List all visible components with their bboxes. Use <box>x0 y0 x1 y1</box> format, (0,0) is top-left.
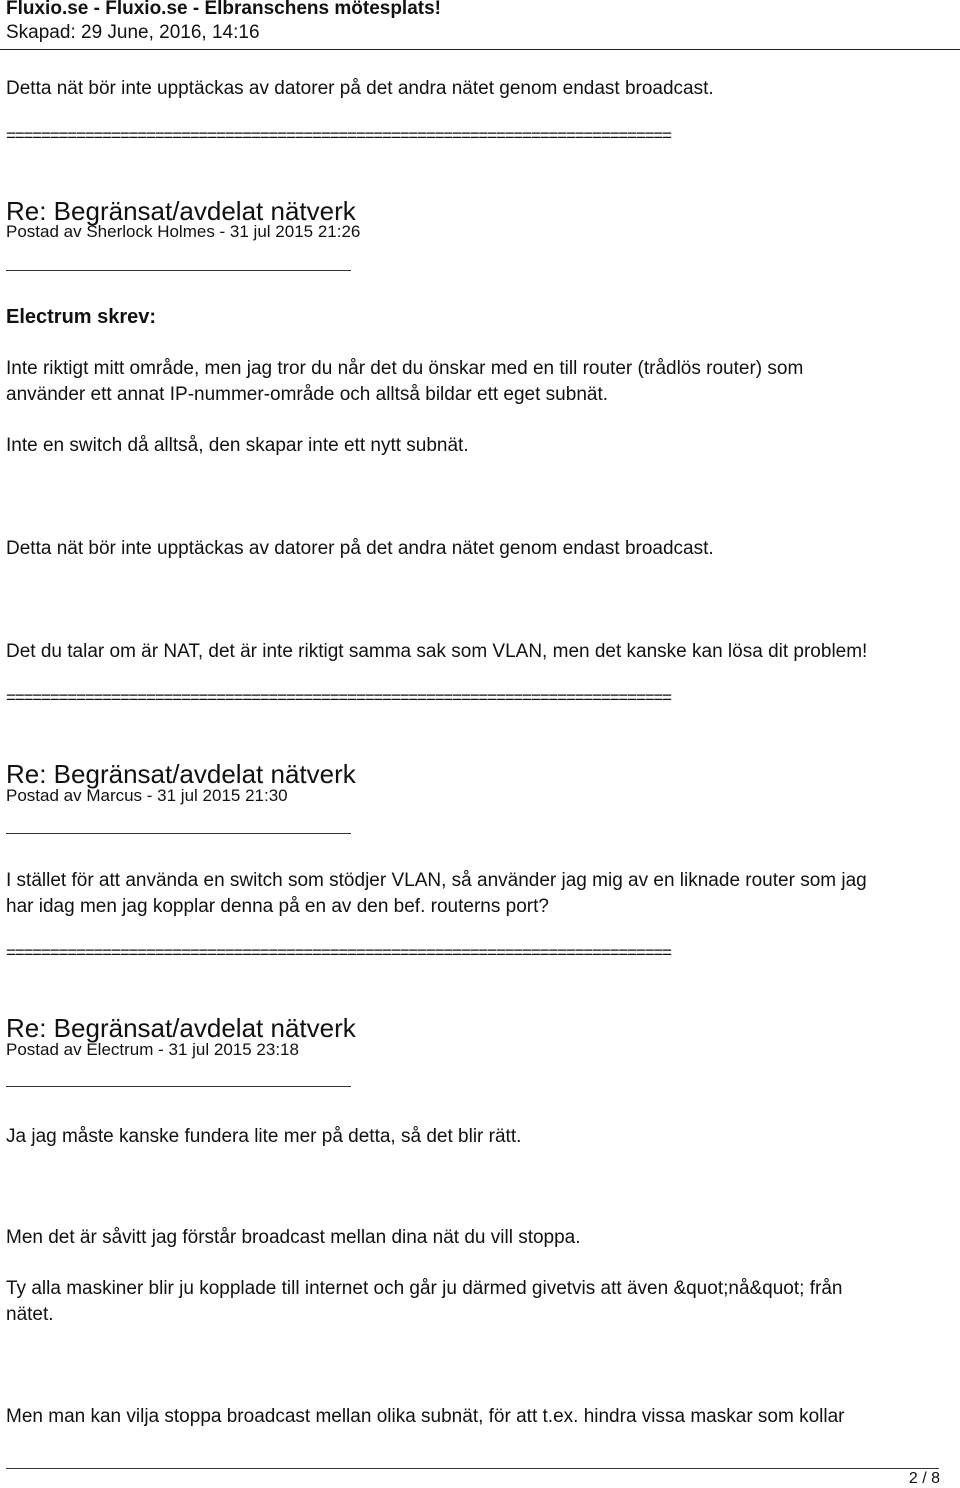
intro-text: Detta nät bör inte upptäckas av datorer på det andra nätet genom endast broadcast. <box>6 78 714 99</box>
post-body-line: I stället för att använda en switch som stödjer VLAN, så använder jag mig av en liknade router som jag <box>6 870 867 891</box>
post-separator: ============================================================================ <box>6 688 671 707</box>
post-separator: ============================================================================ <box>6 943 671 962</box>
header-divider <box>0 49 960 50</box>
post-title: Re: Begränsat/avdelat nätverk <box>6 196 356 226</box>
quote-author: Electrum skrev: <box>6 306 157 328</box>
quote-line: Inte riktigt mitt område, men jag tror du når det du önskar med en till router (trådlös router) som <box>6 358 804 379</box>
page-number: 2 / 8 <box>908 1470 940 1487</box>
post-body-line: nätet. <box>6 1304 54 1325</box>
post-body-line: Men det är såvitt jag förstår broadcast mellan dina nät du vill stoppa. <box>6 1227 581 1248</box>
post-meta: Postad av Marcus - 31 jul 2015 21:30 <box>6 786 288 805</box>
post-meta: Postad av Sherlock Holmes - 31 jul 2015 21:26 <box>6 222 361 241</box>
quote-line: Inte en switch då alltså, den skapar inte ett nytt subnät. <box>6 435 469 456</box>
post-meta-divider <box>6 1086 351 1087</box>
post-meta-divider <box>6 833 351 834</box>
post-body-line: Men man kan vilja stoppa broadcast mellan olika subnät, för att t.ex. hindra vissa maskar som kollar <box>6 1406 845 1427</box>
post-meta: Postad av Electrum - 31 jul 2015 23:18 <box>6 1040 299 1059</box>
site-title: Fluxio.se - Fluxio.se - Elbranschens mötesplats! <box>6 0 441 19</box>
post-body-line: Ja jag måste kanske fundera lite mer på detta, så det blir rätt. <box>6 1126 522 1147</box>
post-separator: ============================================================================ <box>6 126 671 145</box>
quote-line: Detta nät bör inte upptäckas av datorer på det andra nätet genom endast broadcast. <box>6 538 714 559</box>
created-date: Skapad: 29 June, 2016, 14:16 <box>6 22 260 43</box>
post-title: Re: Begränsat/avdelat nätverk <box>6 759 356 789</box>
post-body: Det du talar om är NAT, det är inte riktigt samma sak som VLAN, men det kanske kan lösa dit problem! <box>6 641 868 662</box>
post-body-line: Ty alla maskiner blir ju kopplade till internet och går ju därmed givetvis att även &quot;nå&quot; från <box>6 1278 843 1299</box>
quote-line: använder ett annat IP-nummer-område och alltså bildar ett eget subnät. <box>6 384 609 405</box>
footer-divider <box>6 1468 939 1469</box>
post-body-line: har idag men jag kopplar denna på en av den bef. routerns port? <box>6 896 549 917</box>
post-title: Re: Begränsat/avdelat nätverk <box>6 1013 356 1043</box>
post-meta-divider <box>6 270 351 271</box>
